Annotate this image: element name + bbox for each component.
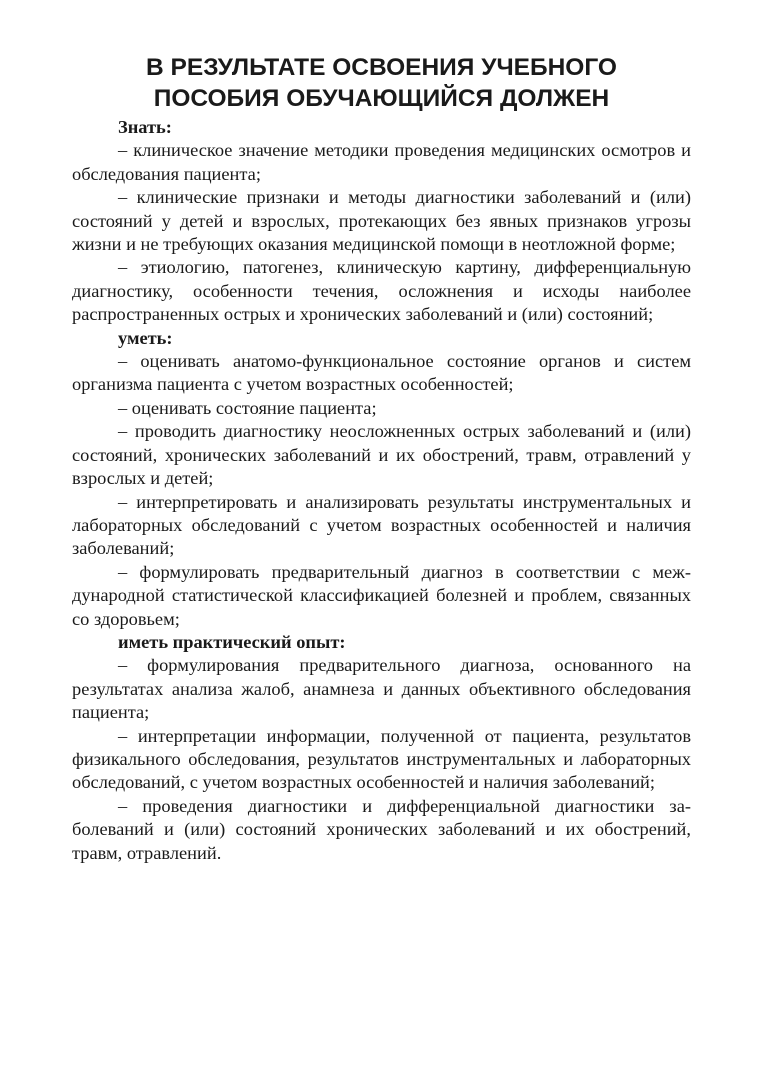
title-line-2: ПОСОБИЯ ОБУЧАЮЩИЙСЯ ДОЛЖЕН	[153, 85, 610, 112]
list-item: – клинические признаки и методы диагностики заболеваний и (или) состояний у детей и взрослых, протекающих без явных признаков угрозы жизни и не требующих оказания медицинской помощи в неотложной форме;	[72, 187, 691, 255]
list-item: – интерпретации информации, полученной от пациента, результатов физикального обследования, результатов инструментальных и лабораторных обследований, с учетом возрастных особенностей и наличия заболеваний;	[72, 725, 691, 793]
title-line-1: В РЕЗУЛЬТАТЕ ОСВОЕНИЯ УЧЕБНОГО	[146, 54, 617, 81]
section-heading-be-able: уметь:	[118, 327, 173, 348]
list-item: – интерпретировать и анализировать результаты инструментальных и лабораторных обследований с учетом возрастных особенностей и наличия заболеваний;	[72, 491, 691, 559]
list-item: – оценивать состояние пациента;	[118, 397, 377, 418]
document-body	[72, 116, 691, 865]
section-heading-know: Знать:	[118, 117, 172, 137]
document-page	[72, 52, 691, 865]
list-item: – проведения диагностики и дифференциальной диагностики заболеваний и (или) состояний хронических заболеваний и их обострений, травм, отравлений.	[72, 795, 691, 863]
list-item: – клиническое значение методики проведения медицинских осмотров и обследования пациента;	[72, 140, 691, 184]
section-heading-practical-experience: иметь практический опыт:	[118, 631, 346, 652]
list-item: – этиологию, патогенез, клиническую картину, дифференциальную диагностику, особенности течения, осложнения и исходы наиболее распространенных острых и хронических заболеваний и (или) состояний;	[72, 257, 691, 325]
list-item: – формулировать предварительный диагноз в соответствии с международной статистической классификацией болезней и проблем, связанных со здоровьем;	[72, 561, 691, 629]
list-item: – оценивать анатомо-функциональное состояние органов и систем организма пациента с учетом возрастных особенностей;	[72, 351, 691, 395]
list-item: – формулирования предварительного диагноза, основанного на результатах анализа жалоб, анамнеза и данных объективного обследования пациента;	[72, 655, 691, 723]
list-item: – проводить диагностику неосложненных острых заболеваний и (или) состояний, хронических заболеваний и их обострений, травм, отравлений у взрослых и детей;	[72, 421, 691, 489]
page-title	[72, 52, 691, 114]
